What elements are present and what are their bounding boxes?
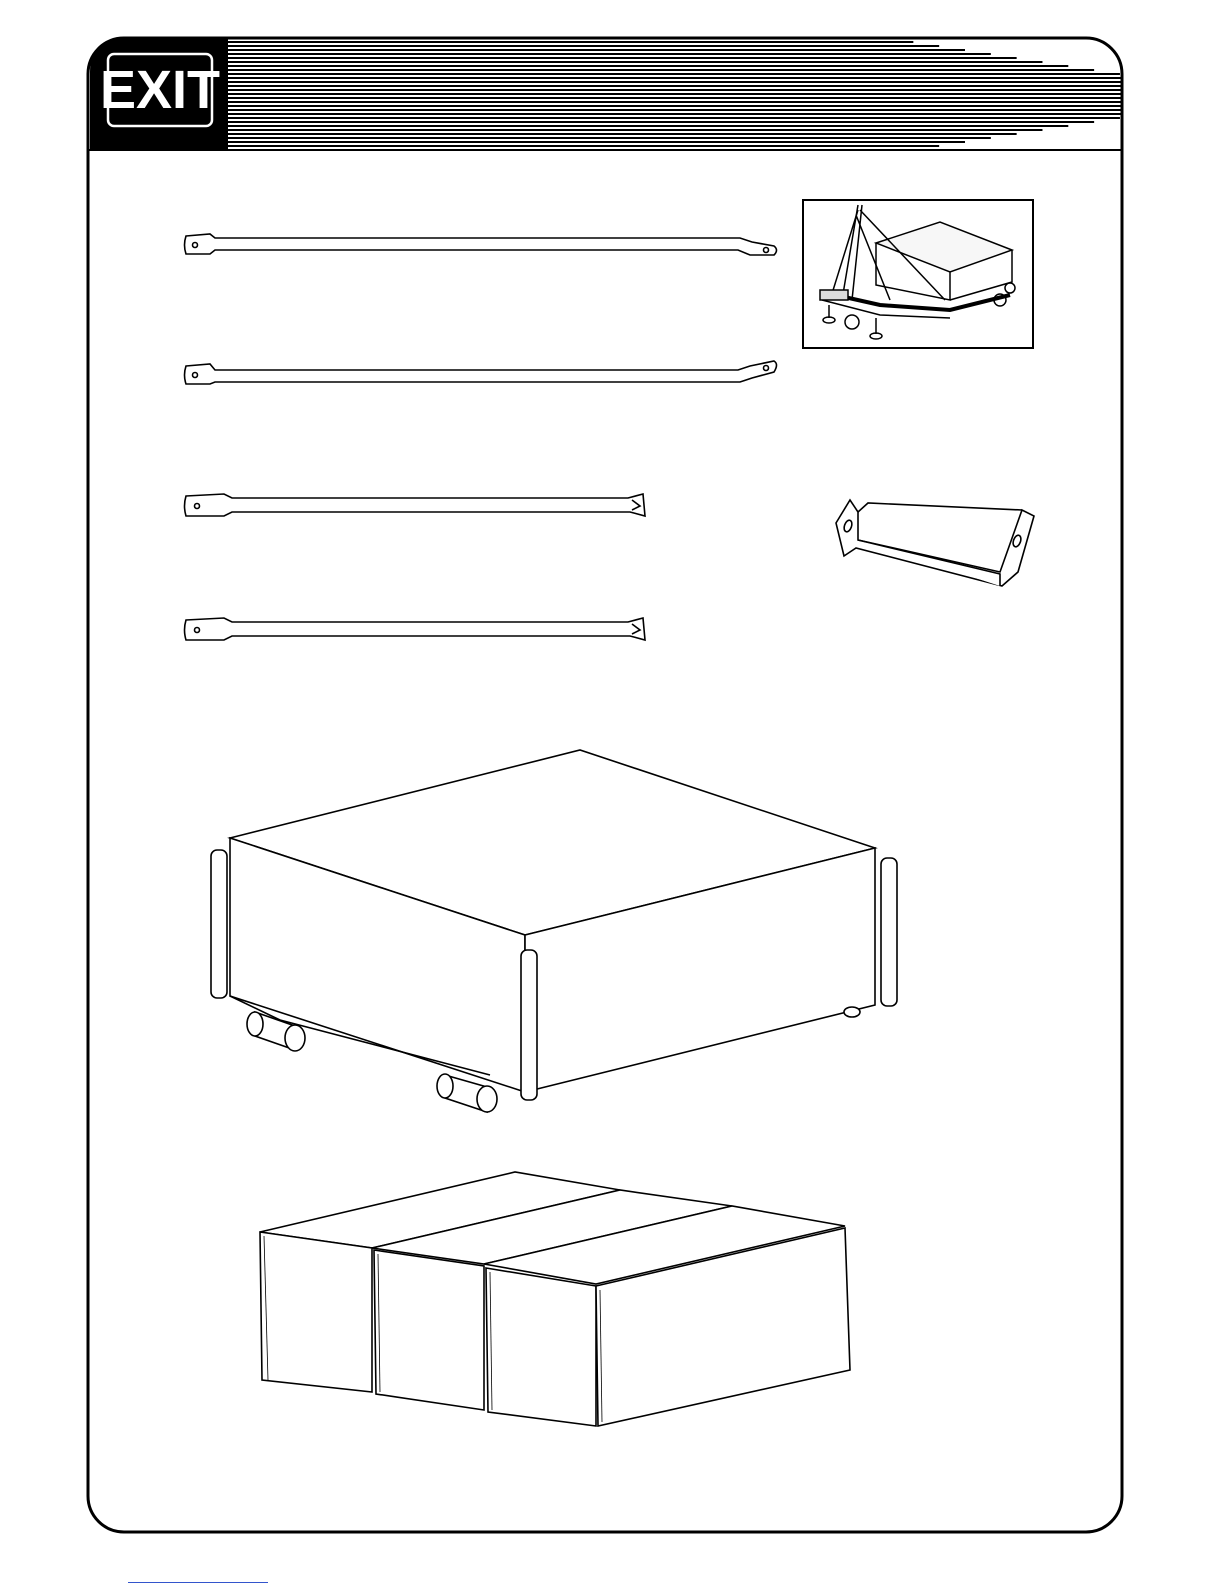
footer-link-line[interactable] — [128, 1568, 268, 1583]
brand-text: EXIT — [99, 60, 221, 120]
counterweight-blocks — [260, 1172, 850, 1426]
long-tube-1 — [185, 234, 777, 255]
exit-logo — [100, 54, 220, 126]
wheel-rear — [844, 1007, 860, 1017]
header-stripes — [228, 42, 1122, 146]
reference-image — [803, 200, 1033, 348]
short-tube-1 — [185, 494, 646, 516]
header-band — [88, 38, 1122, 150]
short-tube-2 — [185, 618, 646, 640]
u-bracket — [836, 500, 1034, 586]
long-tube-2 — [185, 361, 777, 384]
base-frame-with-wheels — [211, 750, 897, 1112]
